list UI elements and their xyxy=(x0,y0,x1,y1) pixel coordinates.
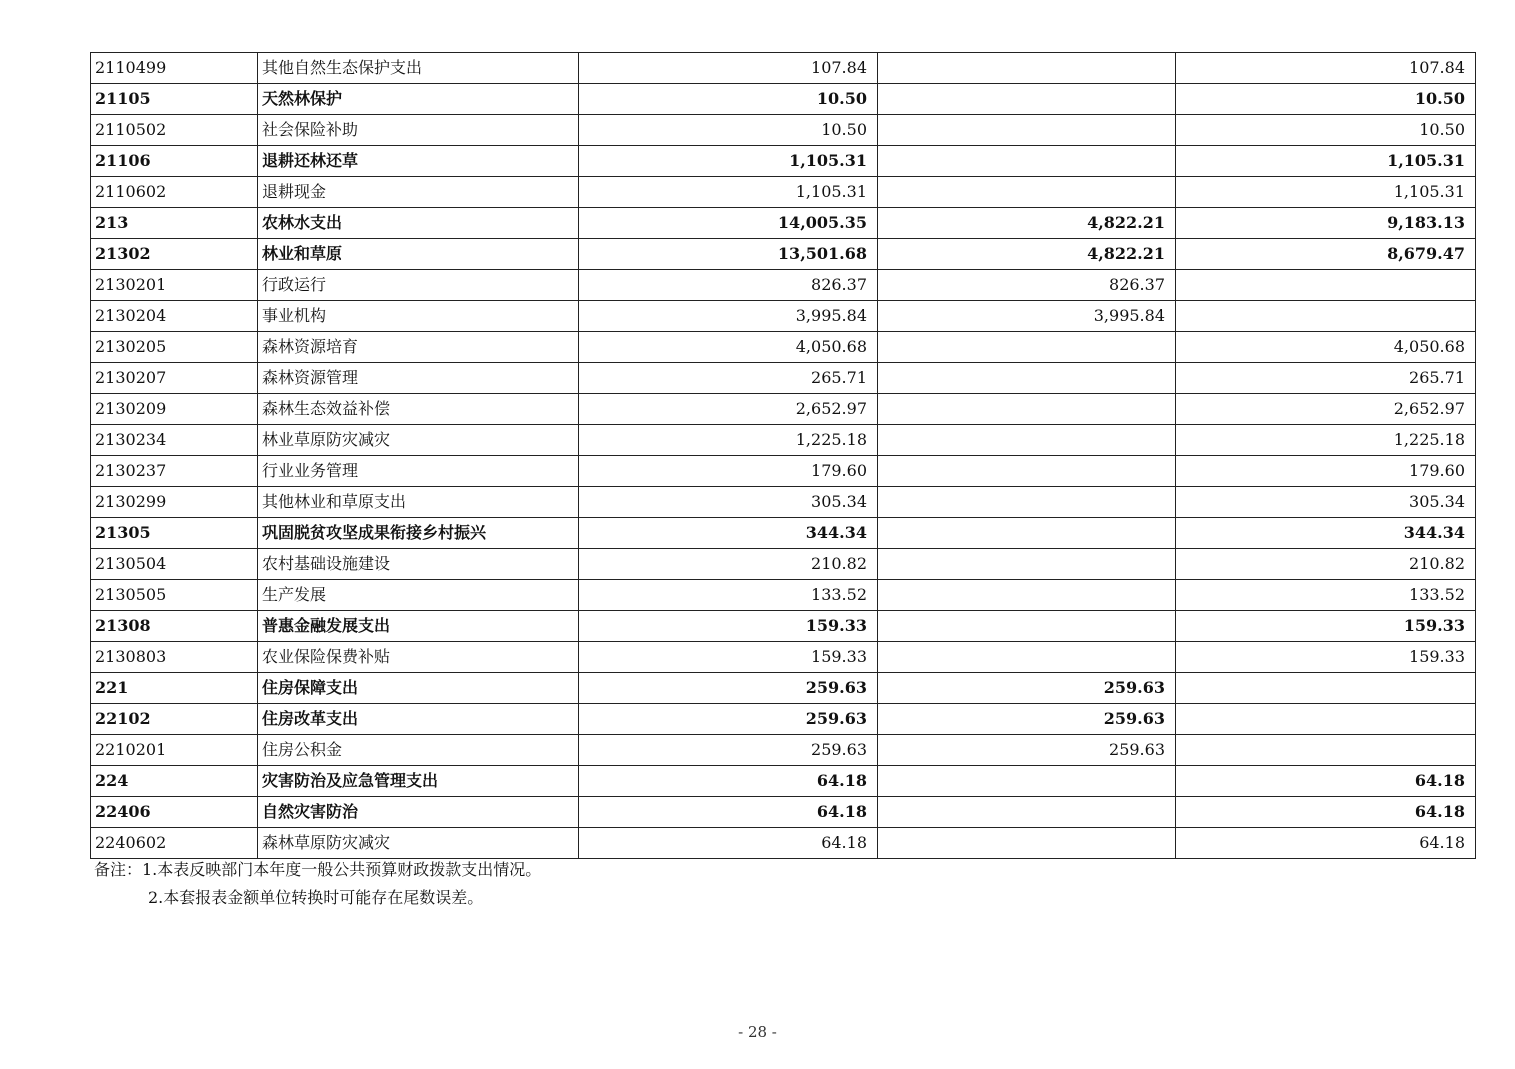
table-row xyxy=(91,270,1476,301)
table-row xyxy=(91,332,1476,363)
cell-code: 21302 xyxy=(91,239,258,270)
cell-basic xyxy=(878,642,1176,673)
cell-name: 森林草原防灾减灾 xyxy=(258,828,579,859)
cell-name: 森林资源管理 xyxy=(258,363,579,394)
cell-total: 3,995.84 xyxy=(579,301,878,332)
cell-basic xyxy=(878,518,1176,549)
cell-basic xyxy=(878,146,1176,177)
cell-code: 21106 xyxy=(91,146,258,177)
cell-total: 259.63 xyxy=(579,673,878,704)
cell-name: 森林生态效益补偿 xyxy=(258,394,579,425)
cell-basic xyxy=(878,363,1176,394)
cell-total: 210.82 xyxy=(579,549,878,580)
cell-code: 221 xyxy=(91,673,258,704)
cell-code: 2210201 xyxy=(91,735,258,766)
cell-basic: 3,995.84 xyxy=(878,301,1176,332)
cell-basic: 259.63 xyxy=(878,673,1176,704)
table-row xyxy=(91,84,1476,115)
cell-total: 179.60 xyxy=(579,456,878,487)
note-line-2: 2.本套报表金额单位转换时可能存在尾数误差。 xyxy=(148,888,484,907)
cell-project: 64.18 xyxy=(1176,828,1476,859)
cell-total: 14,005.35 xyxy=(579,208,878,239)
cell-name: 农业保险保费补贴 xyxy=(258,642,579,673)
cell-name: 森林资源培育 xyxy=(258,332,579,363)
cell-code: 2110499 xyxy=(91,53,258,84)
cell-total: 1,105.31 xyxy=(579,146,878,177)
cell-name: 其他林业和草原支出 xyxy=(258,487,579,518)
table-row xyxy=(91,239,1476,270)
cell-project: 159.33 xyxy=(1176,642,1476,673)
cell-name: 天然林保护 xyxy=(258,84,579,115)
cell-basic xyxy=(878,115,1176,146)
cell-code: 22102 xyxy=(91,704,258,735)
cell-name: 社会保险补助 xyxy=(258,115,579,146)
cell-project: 305.34 xyxy=(1176,487,1476,518)
cell-basic xyxy=(878,549,1176,580)
cell-total: 159.33 xyxy=(579,611,878,642)
cell-code: 2110502 xyxy=(91,115,258,146)
table-row xyxy=(91,766,1476,797)
cell-code: 21305 xyxy=(91,518,258,549)
cell-code: 2130204 xyxy=(91,301,258,332)
cell-total: 107.84 xyxy=(579,53,878,84)
cell-name: 林业草原防灾减灾 xyxy=(258,425,579,456)
cell-code: 21308 xyxy=(91,611,258,642)
cell-basic xyxy=(878,828,1176,859)
cell-basic xyxy=(878,611,1176,642)
cell-total: 64.18 xyxy=(579,797,878,828)
cell-name: 行政运行 xyxy=(258,270,579,301)
cell-total: 10.50 xyxy=(579,84,878,115)
cell-basic xyxy=(878,797,1176,828)
cell-code: 2130205 xyxy=(91,332,258,363)
cell-name: 农林水支出 xyxy=(258,208,579,239)
table-row xyxy=(91,487,1476,518)
cell-total: 13,501.68 xyxy=(579,239,878,270)
cell-name: 事业机构 xyxy=(258,301,579,332)
cell-code: 2130299 xyxy=(91,487,258,518)
cell-project: 107.84 xyxy=(1176,53,1476,84)
cell-project: 4,050.68 xyxy=(1176,332,1476,363)
cell-project: 10.50 xyxy=(1176,84,1476,115)
cell-code: 22406 xyxy=(91,797,258,828)
cell-project: 344.34 xyxy=(1176,518,1476,549)
table-row xyxy=(91,704,1476,735)
cell-code: 2130207 xyxy=(91,363,258,394)
table-row xyxy=(91,53,1476,84)
table-row xyxy=(91,611,1476,642)
cell-code: 2240602 xyxy=(91,828,258,859)
table-row xyxy=(91,580,1476,611)
cell-basic: 259.63 xyxy=(878,704,1176,735)
table-row xyxy=(91,394,1476,425)
cell-basic xyxy=(878,456,1176,487)
table-row xyxy=(91,735,1476,766)
cell-code: 2130234 xyxy=(91,425,258,456)
cell-total: 305.34 xyxy=(579,487,878,518)
cell-project: 8,679.47 xyxy=(1176,239,1476,270)
cell-basic xyxy=(878,53,1176,84)
cell-total: 2,652.97 xyxy=(579,394,878,425)
cell-basic xyxy=(878,766,1176,797)
cell-code: 2130209 xyxy=(91,394,258,425)
cell-total: 265.71 xyxy=(579,363,878,394)
cell-total: 64.18 xyxy=(579,766,878,797)
cell-name: 自然灾害防治 xyxy=(258,797,579,828)
cell-name: 住房改革支出 xyxy=(258,704,579,735)
cell-name: 其他自然生态保护支出 xyxy=(258,53,579,84)
cell-basic xyxy=(878,84,1176,115)
cell-code: 2110602 xyxy=(91,177,258,208)
cell-project xyxy=(1176,301,1476,332)
cell-basic xyxy=(878,425,1176,456)
cell-basic xyxy=(878,394,1176,425)
cell-basic: 259.63 xyxy=(878,735,1176,766)
cell-project: 1,225.18 xyxy=(1176,425,1476,456)
cell-name: 退耕还林还草 xyxy=(258,146,579,177)
table-row xyxy=(91,115,1476,146)
cell-code: 224 xyxy=(91,766,258,797)
cell-total: 10.50 xyxy=(579,115,878,146)
table-row xyxy=(91,146,1476,177)
cell-basic: 4,822.21 xyxy=(878,239,1176,270)
cell-total: 259.63 xyxy=(579,735,878,766)
cell-name: 退耕现金 xyxy=(258,177,579,208)
cell-project: 2,652.97 xyxy=(1176,394,1476,425)
cell-project: 159.33 xyxy=(1176,611,1476,642)
cell-name: 普惠金融发展支出 xyxy=(258,611,579,642)
cell-name: 住房保障支出 xyxy=(258,673,579,704)
cell-code: 2130504 xyxy=(91,549,258,580)
table-row xyxy=(91,301,1476,332)
table-row xyxy=(91,363,1476,394)
cell-name: 住房公积金 xyxy=(258,735,579,766)
cell-total: 1,225.18 xyxy=(579,425,878,456)
cell-code: 2130803 xyxy=(91,642,258,673)
cell-code: 2130201 xyxy=(91,270,258,301)
cell-project xyxy=(1176,704,1476,735)
cell-total: 64.18 xyxy=(579,828,878,859)
cell-code: 21105 xyxy=(91,84,258,115)
table-row xyxy=(91,208,1476,239)
cell-code: 213 xyxy=(91,208,258,239)
cell-project: 265.71 xyxy=(1176,363,1476,394)
cell-name: 行业业务管理 xyxy=(258,456,579,487)
cell-total: 344.34 xyxy=(579,518,878,549)
cell-total: 1,105.31 xyxy=(579,177,878,208)
budget-expenditure-table xyxy=(90,52,1476,859)
note-line-1: 备注：1.本表反映部门本年度一般公共预算财政拨款支出情况。 xyxy=(94,860,542,879)
cell-basic: 826.37 xyxy=(878,270,1176,301)
cell-total: 826.37 xyxy=(579,270,878,301)
cell-total: 4,050.68 xyxy=(579,332,878,363)
cell-project xyxy=(1176,270,1476,301)
table-row xyxy=(91,642,1476,673)
cell-basic xyxy=(878,580,1176,611)
cell-project: 179.60 xyxy=(1176,456,1476,487)
cell-total: 133.52 xyxy=(579,580,878,611)
cell-basic xyxy=(878,177,1176,208)
cell-name: 林业和草原 xyxy=(258,239,579,270)
cell-name: 巩固脱贫攻坚成果衔接乡村振兴 xyxy=(258,518,579,549)
cell-total: 259.63 xyxy=(579,704,878,735)
cell-project: 64.18 xyxy=(1176,797,1476,828)
cell-project: 210.82 xyxy=(1176,549,1476,580)
table-row xyxy=(91,673,1476,704)
table-row xyxy=(91,549,1476,580)
table-row xyxy=(91,425,1476,456)
cell-name: 农村基础设施建设 xyxy=(258,549,579,580)
table-row xyxy=(91,828,1476,859)
page-number: - 28 - xyxy=(738,1023,777,1041)
cell-code: 2130237 xyxy=(91,456,258,487)
cell-basic xyxy=(878,332,1176,363)
table-row xyxy=(91,177,1476,208)
cell-project: 9,183.13 xyxy=(1176,208,1476,239)
table-row xyxy=(91,797,1476,828)
cell-project xyxy=(1176,735,1476,766)
cell-project xyxy=(1176,673,1476,704)
cell-name: 生产发展 xyxy=(258,580,579,611)
cell-total: 159.33 xyxy=(579,642,878,673)
table-body xyxy=(91,53,1476,859)
cell-project: 1,105.31 xyxy=(1176,177,1476,208)
cell-project: 64.18 xyxy=(1176,766,1476,797)
cell-project: 1,105.31 xyxy=(1176,146,1476,177)
cell-basic xyxy=(878,487,1176,518)
cell-project: 133.52 xyxy=(1176,580,1476,611)
notes xyxy=(94,856,541,912)
cell-code: 2130505 xyxy=(91,580,258,611)
cell-basic: 4,822.21 xyxy=(878,208,1176,239)
cell-name: 灾害防治及应急管理支出 xyxy=(258,766,579,797)
table-row xyxy=(91,456,1476,487)
cell-project: 10.50 xyxy=(1176,115,1476,146)
table-row xyxy=(91,518,1476,549)
